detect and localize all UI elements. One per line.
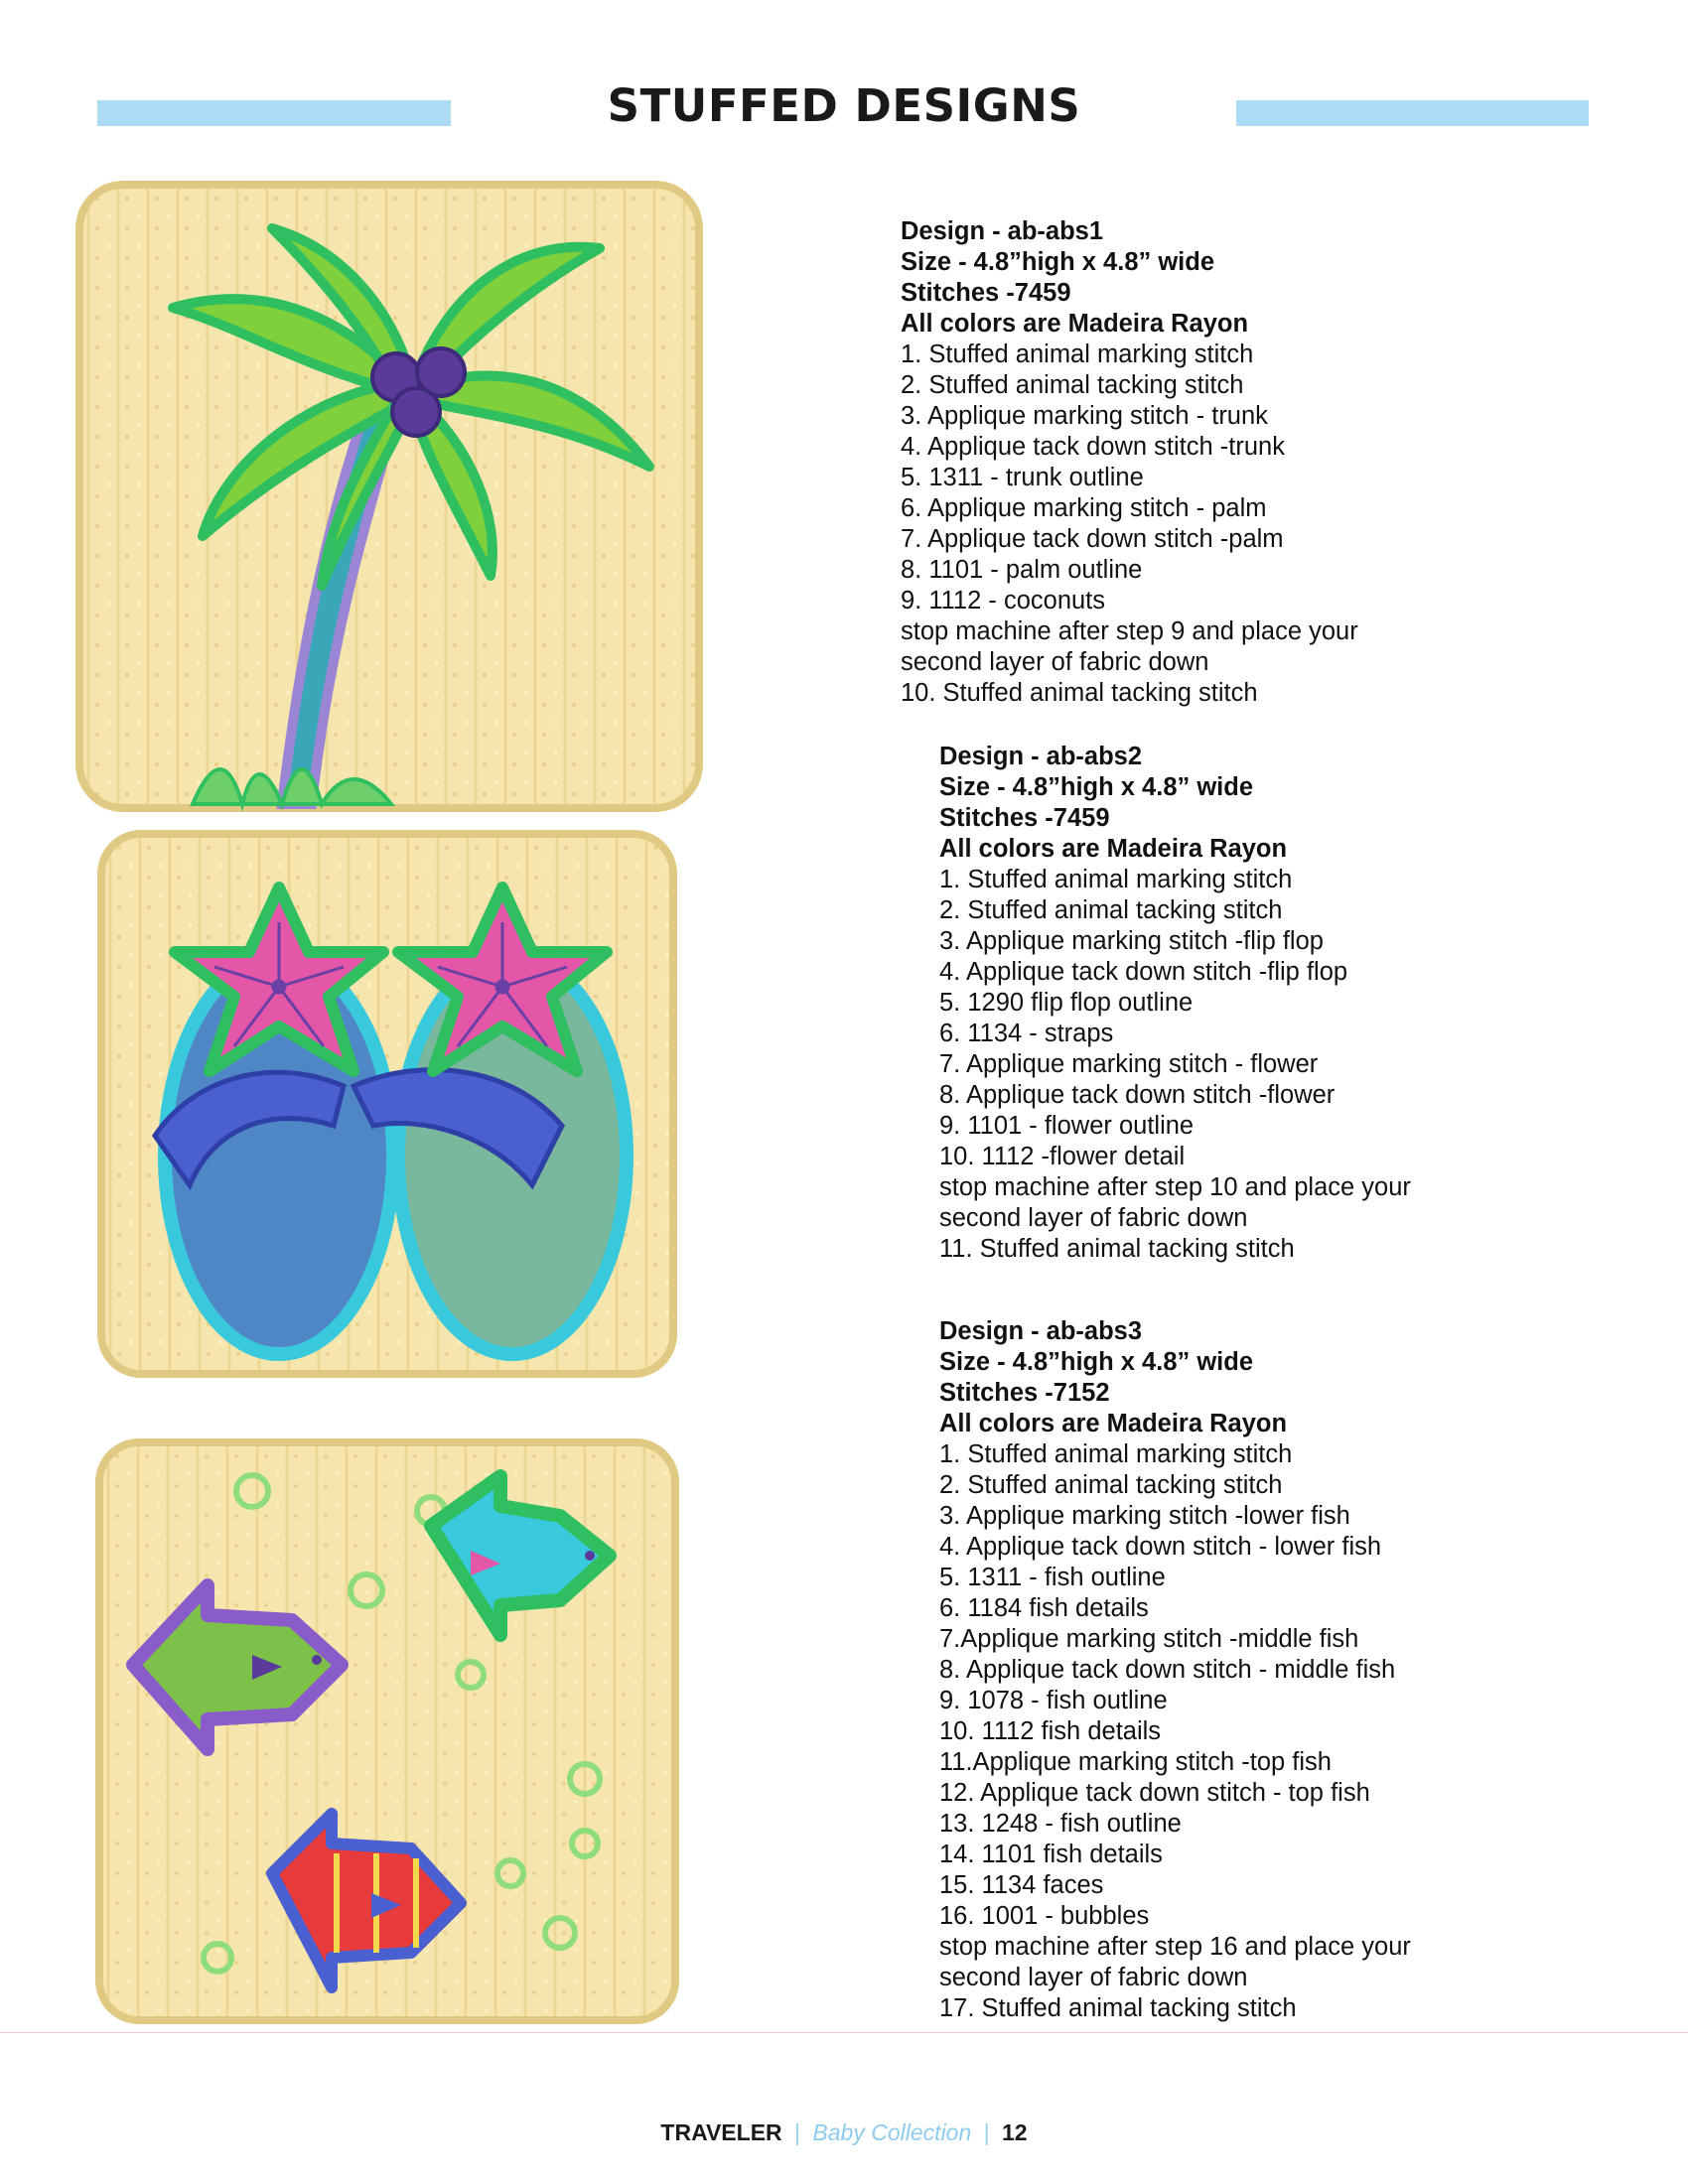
step: 8. 1101 - palm outline (901, 556, 1143, 584)
fish-applique-photo (93, 1436, 681, 2026)
flip-flops-applique-photo (95, 828, 679, 1380)
step: 2. Stuffed animal tacking stitch (901, 371, 1244, 399)
footer-separator: | (794, 2119, 801, 2145)
step: 11.Applique marking stitch -top fish (939, 1748, 1332, 1776)
step: 10. Stuffed animal tacking stitch (901, 679, 1258, 707)
step: 7. Applique marking stitch - flower (939, 1050, 1319, 1078)
step: 14. 1101 fish details (939, 1841, 1163, 1868)
step: 5. 1311 - fish outline (939, 1564, 1166, 1591)
step: 9. 1078 - fish outline (939, 1687, 1168, 1714)
step: 16. 1001 - bubbles (939, 1902, 1150, 1930)
page-number: 12 (1002, 2119, 1028, 2145)
step: stop machine after step 16 and place your (939, 1933, 1411, 1961)
design-3-colors: All colors are Madeira Rayon (939, 1410, 1288, 1437)
step: stop machine after step 10 and place your (939, 1173, 1411, 1201)
step: 2. Stuffed animal tacking stitch (939, 1471, 1283, 1499)
step: 8. Applique tack down stitch -flower (939, 1081, 1336, 1109)
footer-collection: Baby Collection (812, 2119, 972, 2145)
step: second layer of fabric down (901, 648, 1209, 676)
design-1-stitches: Stitches -7459 (901, 279, 1071, 307)
design-3-spec (939, 1316, 1411, 2024)
design-1-size: Size - 4.8”high x 4.8” wide (901, 248, 1215, 276)
step: 9. 1112 - coconuts (901, 587, 1106, 614)
page-footer (0, 2119, 1688, 2146)
step: 12. Applique tack down stitch - top fish (939, 1779, 1370, 1807)
design-3-name: Design - ab-abs3 (939, 1317, 1143, 1345)
palm-tree-applique-icon (73, 179, 705, 814)
step: 1. Stuffed animal marking stitch (901, 341, 1254, 368)
step: 1. Stuffed animal marking stitch (939, 866, 1293, 893)
design-1-colors: All colors are Madeira Rayon (901, 310, 1249, 338)
step: stop machine after step 9 and place your (901, 617, 1358, 645)
step: 17. Stuffed animal tacking stitch (939, 1994, 1297, 2022)
step: 4. Applique tack down stitch -trunk (901, 433, 1285, 461)
design-2-name: Design - ab-abs2 (939, 743, 1143, 770)
step: 4. Applique tack down stitch - lower fish (939, 1533, 1382, 1561)
flip-flops-applique-icon (95, 828, 679, 1380)
step: second layer of fabric down (939, 1964, 1248, 1991)
step: 3. Applique marking stitch -lower fish (939, 1502, 1350, 1530)
step: 13. 1248 - fish outline (939, 1810, 1182, 1838)
step: 2. Stuffed animal tacking stitch (939, 896, 1283, 924)
design-1-spec (901, 216, 1358, 709)
step: 6. 1184 fish details (939, 1594, 1149, 1622)
step: 3. Applique marking stitch -flip flop (939, 927, 1324, 955)
step: 6. 1134 - straps (939, 1020, 1114, 1047)
step: 10. 1112 fish details (939, 1717, 1162, 1745)
step: second layer of fabric down (939, 1204, 1248, 1232)
footer-divider (0, 2032, 1688, 2033)
step: 1. Stuffed animal marking stitch (939, 1440, 1293, 1468)
design-2-colors: All colors are Madeira Rayon (939, 835, 1288, 863)
design-1-name: Design - ab-abs1 (901, 217, 1104, 245)
design-3-size: Size - 4.8”high x 4.8” wide (939, 1348, 1254, 1376)
step: 3. Applique marking stitch - trunk (901, 402, 1268, 430)
step: 10. 1112 -flower detail (939, 1143, 1186, 1170)
step: 9. 1101 - flower outline (939, 1112, 1195, 1140)
step: 4. Applique tack down stitch -flip flop (939, 958, 1348, 986)
footer-brand: TRAVELER (660, 2119, 782, 2145)
step: 15. 1134 faces (939, 1871, 1104, 1899)
design-2-stitches: Stitches -7459 (939, 804, 1110, 832)
step: 7.Applique marking stitch -middle fish (939, 1625, 1359, 1653)
fish-applique-icon (93, 1436, 681, 2026)
design-3-stitches: Stitches -7152 (939, 1379, 1110, 1407)
step: 11. Stuffed animal tacking stitch (939, 1235, 1295, 1263)
step: 7. Applique tack down stitch -palm (901, 525, 1284, 553)
design-2-spec (939, 742, 1411, 1265)
design-2-size: Size - 4.8”high x 4.8” wide (939, 773, 1254, 801)
step: 5. 1290 flip flop outline (939, 989, 1194, 1017)
palm-tree-applique-photo (73, 179, 705, 814)
step: 5. 1311 - trunk outline (901, 464, 1144, 491)
step: 8. Applique tack down stitch - middle fish (939, 1656, 1396, 1684)
page-title: STUFFED DESIGNS (607, 79, 1081, 132)
step: 6. Applique marking stitch - palm (901, 494, 1267, 522)
footer-separator: | (983, 2119, 990, 2145)
